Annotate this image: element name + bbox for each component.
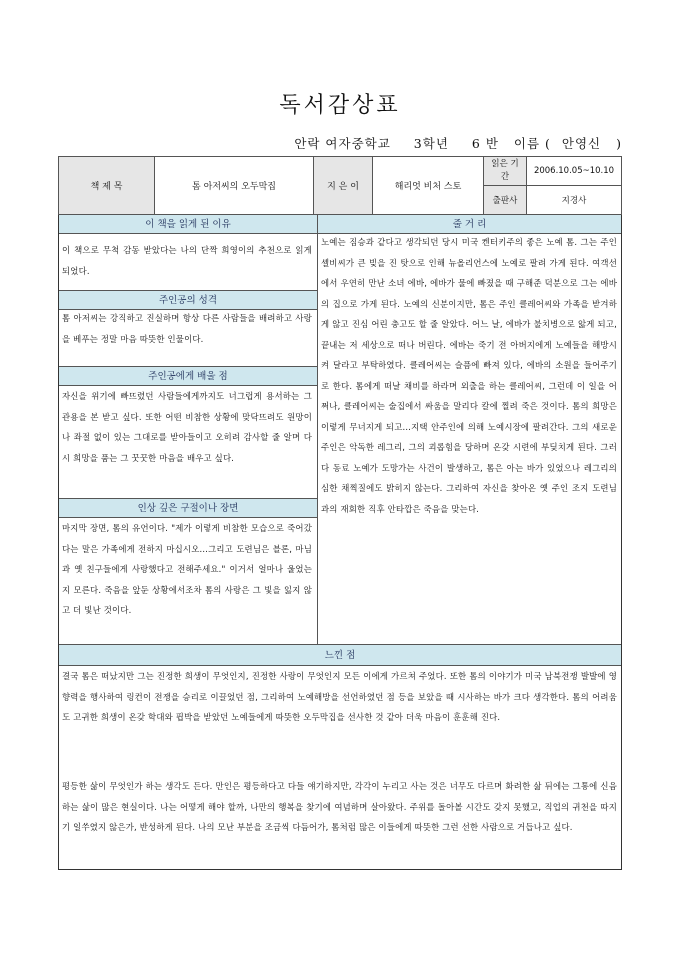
author-label: 지 은 이	[314, 157, 373, 215]
lesson-text: 자신을 위기에 빠뜨렸던 사람들에게까지도 너그럽게 용서하는 그 관용을 본 받고 싶다. 또한 어떤 비참한 상황에 맞닥뜨려도 원망이나 좌절 없이 있는 그대로를 받아들이고 오히려 감사할 줄 알며 다시 희망을 품는 그 꿋꿋한 마음을 배우고 싶다.	[62, 391, 312, 463]
book-title-label: 책 제 목	[59, 157, 155, 215]
student-info	[294, 134, 622, 152]
class-number: 6 반	[471, 136, 499, 151]
student-name: 안영신	[561, 136, 602, 151]
plot-header: 줄 거 리	[318, 214, 621, 234]
motive-text: 이 책으로 무척 감동 받았다는 나의 단짝 희영이의 추천으로 읽게 되었다.	[62, 245, 312, 276]
character-text: 톰 아저씨는 강직하고 진실하며 항상 다른 사람들을 배려하고 사랑을 베푸는 정말 마음 따뜻한 인물이다.	[62, 313, 312, 344]
feeling-text-1: 결국 톰은 떠났지만 그는 진정한 희생이 무엇인지, 진정한 사랑이 무엇인지 모든 이에게 가르쳐 주었다. 또한 톰의 이야기가 미국 남북전쟁 발발에 영향력을 행사하여 링컨이 전쟁을 승리로 이끌었던 점, 그리하여 노예해방을 선언하였던 점 등을 보았을 때 시사하는 바가 크다 생각한다. 톰의 어려움도 고귀한 희생이 온갖 학대와 핍박을 받았던 노예들에게 따뜻한 오두막집을 선사한 것 같아 더욱 마음이 훈훈해 진다.	[62, 671, 617, 722]
column-divider	[317, 214, 318, 644]
name-label: 이름 (	[513, 136, 551, 151]
read-period-label: 읽은 기간	[484, 157, 527, 186]
motive-header: 이 책을 읽게 된 이유	[59, 214, 317, 234]
plot-text: 노예는 짐승과 같다고 생각되던 당시 미국 켄터키주의 좋은 노예 톰. 그는 주인 셸비씨가 큰 빚을 진 탓으로 인해 뉴올리언스에 노예로 팔려 가게 된다. 여객선에서 우연히 만난 소녀 에바, 에바가 물에 빠졌을 때 구해준 덕분으로 그는 에바의 집으로 가게 된다. 노예의 신분이지만, 톰은 주인 클레어씨와 가족을 받겨하게 않고 진심 어린 충고도 할 줄 알았다. 어느 날, 에바가 불치병으로 앓게 되고, 끝내는 저 세상으로 떠나 버린다. 에바는 죽기 전 아버지에게 노예들을 해방시켜 달라고 부탁하였다. 클레어씨는 슬픔에 빠져 있다, 에바의 소원을 들어주기로 한다. 톰에게 떠날 채비를 하라며 외출을 하는 클레어씨, 그런데 이 일을 어쩌나, 클레어씨는 술집에서 싸움을 말리다 칼에 찔려 죽은 것이다. 톰의 희망은 이렇게 무너지게 되고...지택 안주인에 의해 노예시장에 팔려간다. 그의 새로운 주인은 악독한 레그리, 그의 괴롭힘을 당하며 온갖 시련에 부딪치게 된다. 그러다 동료 노예가 도망가는 사건이 발생하고, 톰은 아는 바가 있었으나 레그리의 심한 채찍질에도 밝히지 않는다. 그리하여 자신을 찾아온 옛 주인 조지 도련님과의 재회한 직후 안타깝은 죽음을 맞는다.	[321, 237, 617, 514]
name-close: )	[616, 136, 622, 151]
feeling-text-2: 평등한 삶이 무엇인가 하는 생각도 든다. 만인은 평등하다고 다들 얘기하지만, 각각이 누리고 사는 것은 너무도 다르며 화려한 삶 뒤에는 그통에 신음하는 삶이 많은 현실이다. 나는 어떻게 해야 할까, 나만의 행복을 찾기에 여념하며 살아왔다. 주위를 돌아볼 시간도 갖지 못했고, 직업의 귀천을 따지기 일쑤였지 않은가, 반성하게 된다. 나의 모난 부분을 조금씩 다듬어가, 톰처럼 많은 이들에게 따뜻한 그런 선한 사람으로 거듭나고 싶다.	[62, 781, 617, 832]
scene-header: 인상 깊은 구절이나 장면	[59, 498, 317, 518]
author-value: 해리엇 비처 스토	[373, 157, 484, 215]
school-name: 안락 여자중학교	[294, 136, 391, 151]
scene-text: 마지막 장면, 톰의 유언이다. "제가 이렇게 비참한 모습으로 죽어갔다는 말은 가족에게 전하지 마십시오...그리고 도련님은 블론, 마님과 옛 친구들에게 사랑했다고 전해주세요." 이거서 얼마나 울었는지 모른다. 죽음을 앞둔 상황에서조차 톰의 사랑은 그 빛을 잃지 않고 더 빛난 것이다.	[62, 523, 312, 615]
publisher-label: 출판사	[484, 186, 527, 215]
character-header: 주인공의 성격	[59, 290, 317, 310]
read-period-value: 2006.10.05~10.10	[527, 157, 622, 186]
book-info-table	[58, 156, 622, 215]
feeling-header: 느낀 점	[59, 644, 621, 666]
book-title-value: 톰 아저씨의 오두막집	[155, 157, 314, 215]
lesson-header: 주인공에게 배울 점	[59, 366, 317, 386]
publisher-value: 지경사	[527, 186, 622, 215]
grade: 3학년	[413, 136, 449, 151]
page-title: 독서감상표	[279, 93, 401, 118]
